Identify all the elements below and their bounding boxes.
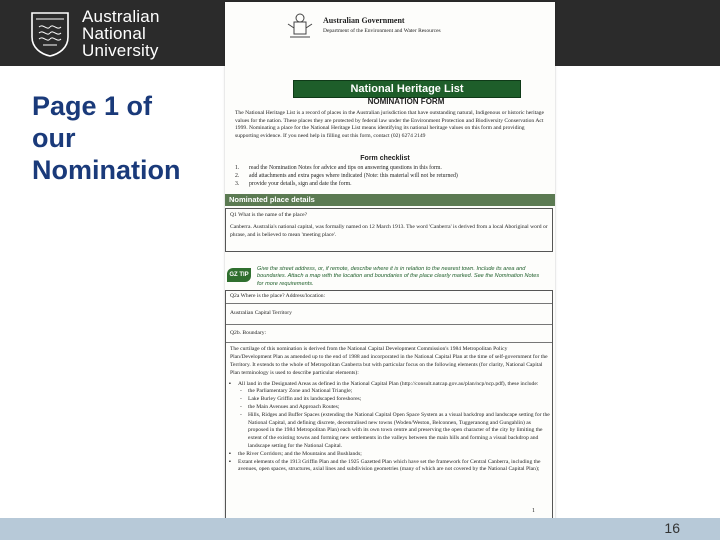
slide-number: 16	[664, 520, 680, 536]
coat-of-arms-icon	[285, 10, 315, 40]
department-name: Department of the Environment and Water Resources	[323, 28, 441, 34]
question-2a: Q2a Where is the place? Address/location:	[226, 291, 552, 304]
checklist-text: provide your details, sign and date the form.	[249, 181, 352, 187]
heritage-list-banner: National Heritage List	[293, 80, 521, 98]
document-page-number: 1	[532, 508, 535, 514]
checklist-item	[235, 180, 545, 188]
boundary-bullet: ▪ All land in the Designated Areas as defined in the National Capital Plan (http://consult.natcap.gov.au/plan/ncp/ncp.pdf), these include:	[226, 381, 552, 389]
checklist-number: 2.	[235, 173, 240, 179]
government-header	[285, 10, 545, 70]
checklist-number: 3.	[235, 181, 240, 187]
boundary-sub-item: - the Parliamentary Zone and National Triangle;	[226, 388, 552, 396]
nomination-form-page	[225, 2, 555, 520]
checklist-item	[235, 164, 545, 172]
question-1-box	[225, 208, 553, 252]
checklist-item	[235, 172, 545, 180]
anu-crest-icon	[30, 11, 70, 57]
government-name: Australian Government	[323, 16, 405, 25]
slide-title-line-3: Nomination	[32, 155, 181, 185]
checklist-number: 1.	[235, 165, 240, 171]
boundary-bullet: ▪ the River Corridors; and the Mountains and Bushlands;	[226, 451, 552, 459]
slide-title-line-1: Page 1 of	[32, 91, 153, 121]
question-1: Q1 What is the name of the place?	[230, 212, 308, 218]
checklist	[235, 164, 545, 188]
intro-paragraph: The National Heritage List is a record of places in the Australian jurisdiction that have outstanding natural, Indigenous or historic heritage values for the nation. These places they are protected by federal law under the Environment Protection and Biodiversity Conservation Act 1999. Nominating a place for the National Heritage List means identifying its national heritage values on this form and providing supporting evidence. If you need help in filling out this form, contact (02) 6274 2149	[235, 110, 544, 139]
anu-wordmark	[82, 8, 160, 59]
boundary-sub-item: - Hills, Ridges and Buffer Spaces (extending the National Capital Open Space System as a visual backdrop and landscape setting for the National Capital, and defining discrete, decentralised new towns (Woden/Weston, Belconnen, Tuggeranong and Gungahlin) as proposed in the 1984 Metropolitan Plan) each with its own town centre and preserving the open character of the city by limiting the extent of the existing towns and forming new settlements in the valleys between the main hills and forming a visual backdrop and landscape setting for the National Capital.	[226, 412, 552, 451]
slide-title	[32, 90, 181, 186]
boundary-sub-item: - the Main Avenues and Approach Routes;	[226, 404, 552, 412]
checklist-title: Form checklist	[360, 155, 410, 162]
question-2a-answer: Australian Capital Territory	[226, 304, 552, 325]
boundary-bullet: ▪ Extant elements of the 1913 Griffin Plan and the 1925 Gazetted Plan which have set the framework for Central Canberra, including the avenues, open spaces, structures, axial lines and subdivision geometries (many of which are not covered by the National Capital Plan);	[226, 459, 552, 475]
boundary-text: The curtilage of this nomination is derived from the National Capital Development Commission's 1984 Metropolitan Policy Plan/Development Plan as amended up to the end of 1988 and incorporated in the National Capital Plan at the time of self-government for the Territory. It extends to the whole of Metropolitan Canberra but with particular focus on the following elements (for clarity, National Capital Plan terminology is used to describe particular elements):	[230, 346, 548, 376]
form-title: NOMINATION FORM	[367, 97, 445, 106]
checklist-text: read the Nomination Notes for advice and tips on answering questions in this form.	[249, 165, 442, 171]
checklist-text: add attachments and extra pages where indicated (Note: this material will not be returned)	[249, 173, 458, 179]
tip-text: Give the street address, or, if remote, describe where it is in relation to the nearest town. Include its area and boundaries. Attach a map with the location and boundaries of the place clearly marked. See the Nomination Notes for more requirements.	[257, 266, 540, 287]
logo-line-2: National	[82, 24, 146, 43]
question-2-box	[225, 290, 553, 520]
tip-badge: GZ TIP	[227, 268, 251, 282]
logo-line-3: University	[82, 41, 159, 60]
slide-title-line-2: our	[32, 123, 76, 153]
bottom-bar	[0, 518, 720, 540]
anu-logo	[30, 8, 160, 59]
section-heading: Nominated place details	[225, 194, 555, 206]
logo-line-1: Australian	[82, 7, 160, 26]
question-2b: Q2b. Boundary:	[226, 325, 552, 344]
question-1-answer: Canberra. Australia's national capital, was formally named on 12 March 1913. The word 'Canberra' is derived from a local Aboriginal word or phrase, and is believed to mean 'meeting place'.	[230, 223, 548, 238]
boundary-sub-item: - Lake Burley Griffin and its landscaped foreshores;	[226, 396, 552, 404]
